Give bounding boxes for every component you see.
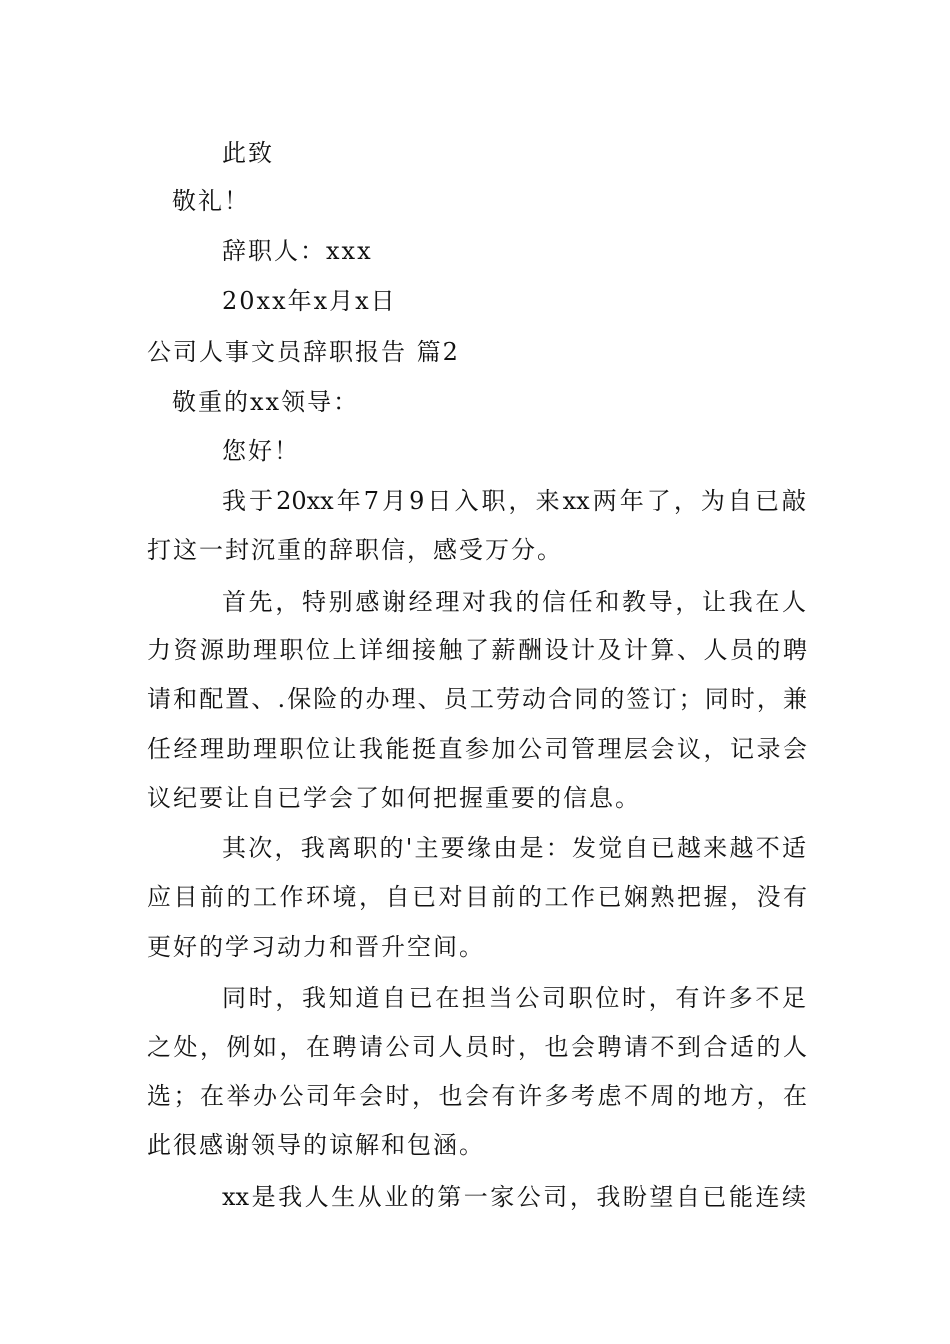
paragraph-4-line-3: 选；在举办公司年会时，也会有许多考虑不周的地方，在 xyxy=(147,1082,807,1110)
section-title: 公司人事文员辞职报告 篇2 xyxy=(147,338,460,366)
paragraph-1-line-2: 打这一封沉重的辞职信，感受万分。 xyxy=(147,536,563,564)
paragraph-4-line-1: 同时，我知道自已在担当公司职位时，有许多不足 xyxy=(222,984,806,1012)
closing-salutation-2: 敬礼！ xyxy=(172,187,250,215)
paragraph-4-line-4: 此很感谢领导的谅解和包涵。 xyxy=(147,1131,485,1159)
paragraph-2-line-3: 请和配置、.保险的办理、员工劳动合同的签订；同时，兼 xyxy=(147,685,807,713)
paragraph-3-line-2: 应目前的工作环境，自已对目前的工作已娴熟把握，没有 xyxy=(147,883,807,911)
signer-line: 辞职人：xxx xyxy=(222,237,373,265)
date-line: 20xx年x月x日 xyxy=(222,287,397,315)
closing-salutation-1: 此致 xyxy=(222,139,274,167)
paragraph-2-line-4: 任经理助理职位让我能挺直参加公司管理层会议，记录会 xyxy=(147,735,807,763)
paragraph-2-line-1: 首先，特别感谢经理对我的信任和教导，让我在人 xyxy=(222,588,806,616)
paragraph-2-line-5: 议纪要让自已学会了如何把握重要的信息。 xyxy=(147,784,641,812)
paragraph-4-line-2: 之处，例如，在聘请公司人员时，也会聘请不到合适的人 xyxy=(147,1033,807,1061)
paragraph-1-line-1: 我于20xx年7月9日入职，来xx两年了，为自已敲 xyxy=(222,487,806,515)
letter-hello: 您好！ xyxy=(222,437,300,465)
paragraph-5-line-1: xx是我人生从业的第一家公司，我盼望自已能连续 xyxy=(222,1183,806,1211)
paragraph-2-line-2: 力资源助理职位上详细接触了薪酬设计及计算、人员的聘 xyxy=(147,636,807,664)
paragraph-3-line-1: 其次，我离职的'主要缘由是：发觉自已越来越不适 xyxy=(222,834,806,862)
letter-greeting: 敬重的xx领导： xyxy=(172,388,360,416)
paragraph-3-line-3: 更好的学习动力和晋升空间。 xyxy=(147,933,485,961)
